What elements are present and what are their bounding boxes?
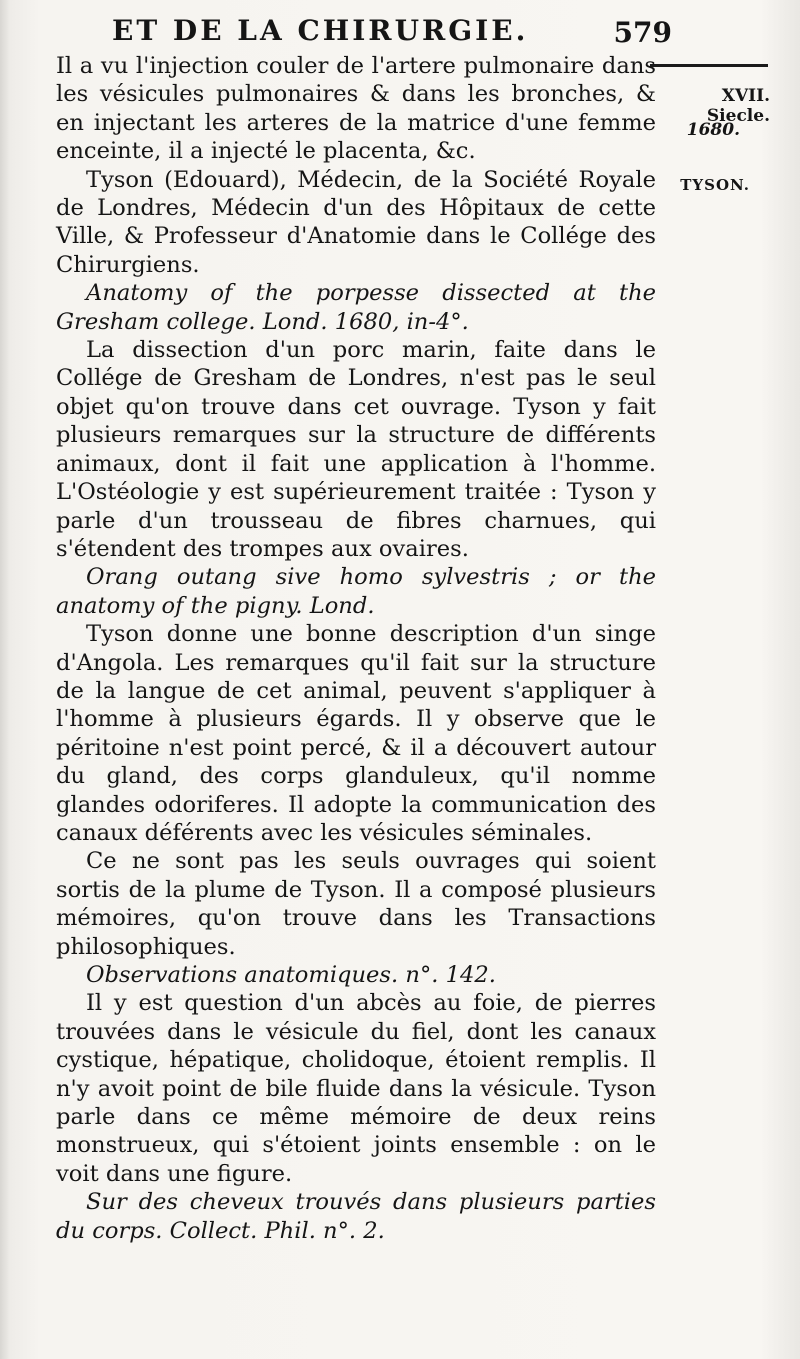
page-number: 579 — [613, 16, 672, 49]
title-porpesse: Anatomy of the porpesse dissected at the Gresham college. Lond. 1680, in-4°. — [56, 280, 656, 335]
paragraph-other-works: Ce ne sont pas les seuls ouvrages qui soient sortis de la plume de Tyson. Il a composé plusieurs mémoires, qu'on trouve dans les Transactions philosophiques. — [56, 848, 656, 960]
margin-author: TYSON. — [680, 176, 750, 194]
margin-century: XVII. Siecle. — [706, 86, 770, 126]
margin-year: 1680. — [686, 120, 740, 140]
running-head — [112, 14, 672, 54]
body-text — [56, 52, 656, 1245]
margin-rule — [650, 64, 768, 67]
paragraph-singe: Tyson donne une bonne description d'un singe d'Angola. Les remarques qu'il fait sur la structure de la langue de cet animal, peuvent s'appliquer à l'homme à plusieurs égards. Il y observe que le péritoine n'est point percé, & il a découvert autour du gland, des corps glanduleux, qu'il nomme glandes odoriferes. Il adopte la communication des canaux déférents avec les vésicules séminales. — [56, 621, 656, 846]
paragraph-tyson-bio: Tyson (Edouard), Médecin, de la Société Royale de Londres, Médecin d'un des Hôpitaux de cette Ville, & Professeur d'Anatomie dans le Collége des Chirurgiens. — [56, 166, 656, 278]
paragraph-abces: Il y est question d'un abcès au foie, de pierres trouvées dans le vésicule du fiel, dont les canaux cystique, hépatique, cholidoque, étoient remplis. Il n'y avoit point de bile fluide dans la vésicule. Tyson parle dans ce même mémoire de deux reins monstrueux, qui s'étoient joints ensemble : on le voit dans une figure. — [56, 990, 656, 1187]
title-observations: Observations anatomiques. n°. 142. — [86, 962, 496, 988]
paragraph-injection: Il a vu l'injection couler de l'artere pulmonaire dans les vésicules pulmonaires & dans les bronches, & en injectant les arteres de la matrice d'une femme enceinte, il a injecté le placenta, &c. — [56, 53, 656, 165]
paragraph-porpesse: La dissection d'un porc marin, faite dans le Collége de Gresham de Londres, n'est pas le seul objet qu'on trouve dans cet ouvrage. Tyson y fait plusieurs remarques sur la structure de différents animaux, dont il fait une application à l'homme. L'Ostéologie y est supérieurement traitée : Tyson y parle d'un trousseau de fibres charnues, qui s'étendent des trompes aux ovaires. — [56, 337, 656, 562]
running-title: ET DE LA CHIRURGIE. — [112, 14, 529, 47]
title-cheveux: Sur des cheveux trouvés dans plusieurs parties du corps. Collect. Phil. n°. 2. — [56, 1189, 656, 1244]
title-orang-outang: Orang outang sive homo sylvestris ; or the anatomy of the pigny. Lond. — [56, 564, 656, 619]
